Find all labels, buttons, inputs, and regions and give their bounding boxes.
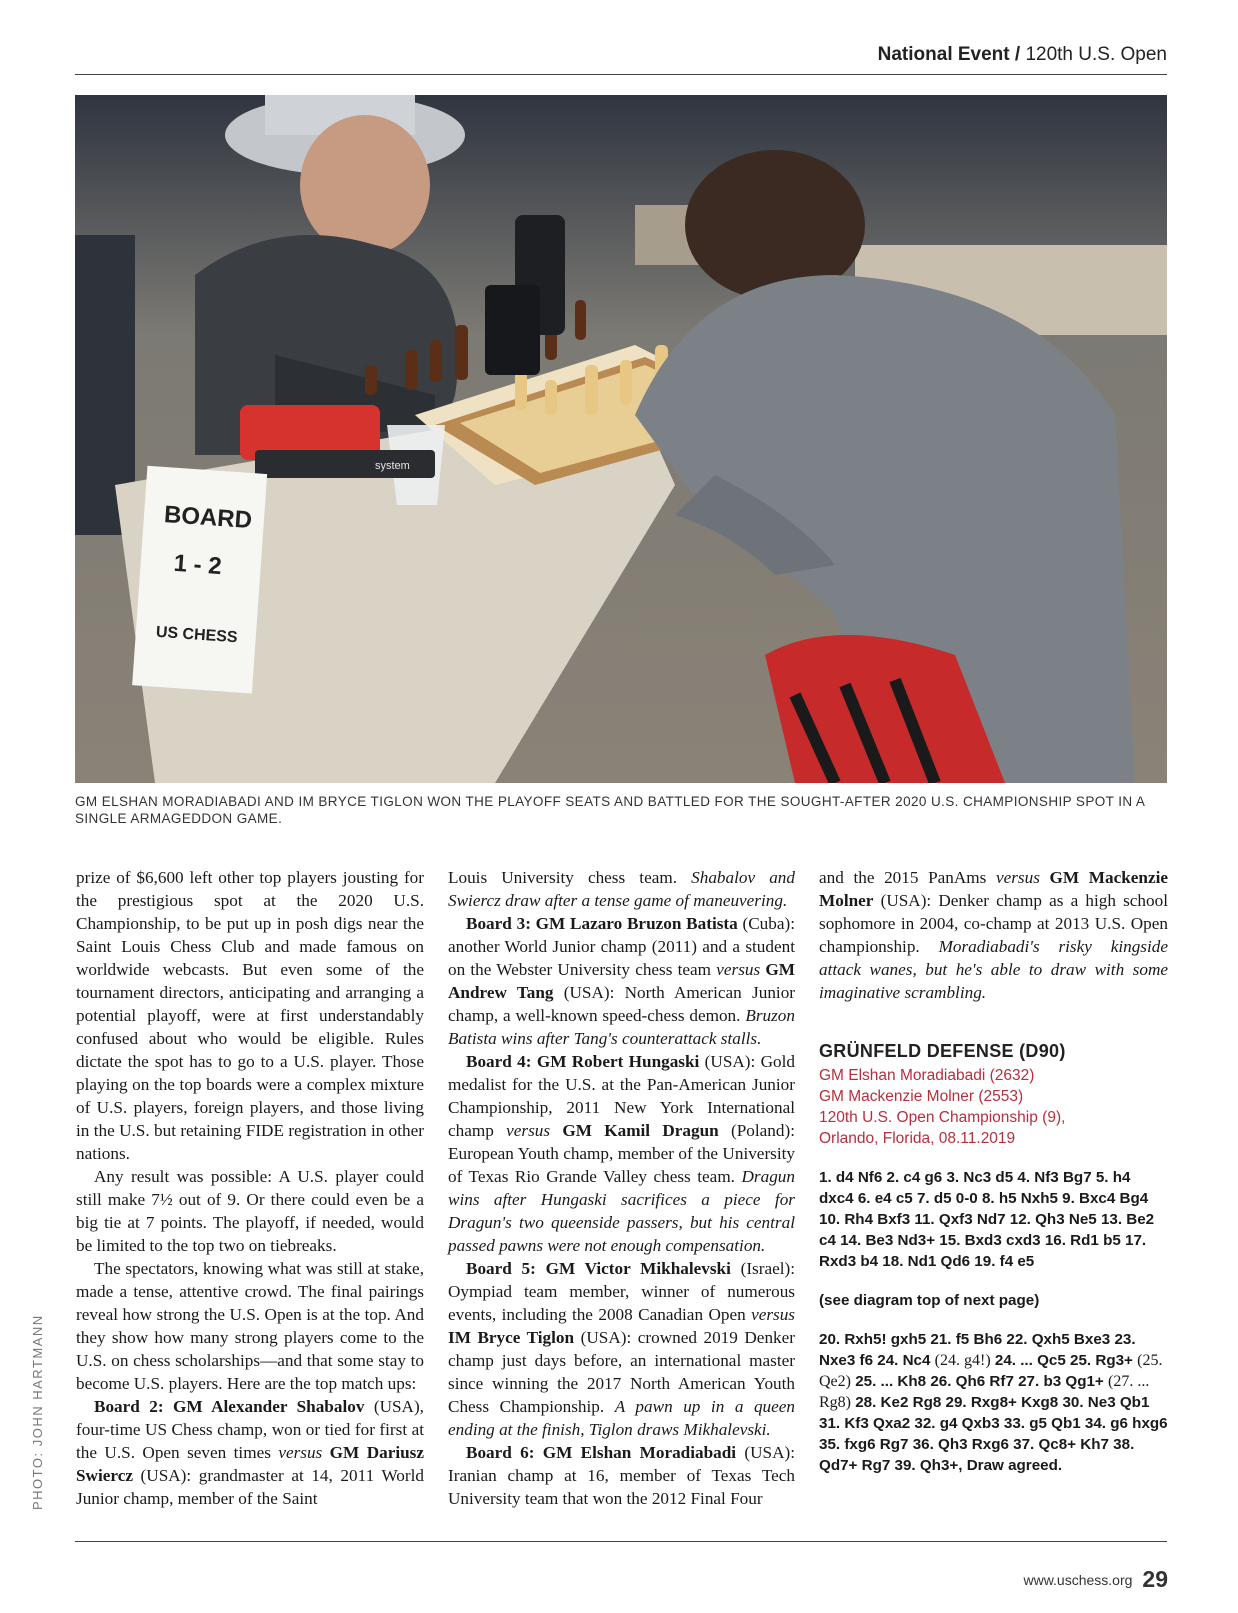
text-run-italic: versus [751, 1305, 795, 1324]
player-name: Board 5: GM Victor Mikhalevski [466, 1259, 731, 1278]
variation: (24. g4!) [934, 1352, 991, 1369]
running-header [75, 44, 1167, 66]
board-sign-line1: BOARD [163, 501, 253, 535]
game-white-player: GM Elshan Moradiabadi (2632) [819, 1067, 1035, 1084]
board-sign [132, 466, 267, 694]
game-moves-1: 1. d4 Nf6 2. c4 g6 3. Nc3 d5 4. Nf3 Bg7 5. h4 dxc4 6. e4 c5 7. d5 0-0 8. h5 Nxh5 9. Bxc4 Bg4 10. Rh4 Bxf3 11. Qxf3 Nd7 12. Qh3 Ne5 13. Be2 c4 14. Be3 Nd3+ 15. Bxd3 cxd3 16. Rd1 b5 17. Rxd3 b4 18. Nd1 Qd6 19. f4 e5 [819, 1169, 1155, 1270]
text-run: (USA): crowned 2019 Denker champ just days before, an international master since winning the 2017 North American Youth Chess Championship. [448, 1328, 795, 1416]
column-2 [448, 866, 795, 1510]
text-run: (USA): Denker champ as a high school sophomore in 2004, co-champ at 2013 U.S. Open championship. [819, 891, 1168, 956]
paragraph: The spectators, knowing what was still at stake, made a tense, attentive crowd. The final pairings reveal how strong the U.S. Open is at the top. And they show how many strong players come to the U.S. on chess scholarships—and that some stay to become U.S. players. Here are the top match ups: [76, 1259, 424, 1393]
game-moves-2 [819, 1329, 1168, 1476]
moves-run: 25. ... Kh8 26. Qh6 Rf7 27. b3 Qg1+ [850, 1373, 1109, 1390]
text-run-italic: Bruzon Batista wins after Tang's counterattack stalls. [448, 1006, 795, 1048]
player-name: Board 4: GM Robert Hungaski [466, 1052, 700, 1071]
moves-run: 20. Rxh5! gxh5 21. f5 Bh6 22. Qxh5 Bxe3 23. Nxe3 f6 24. Nc4 [819, 1331, 1136, 1369]
text-run: (Cuba): another World Junior champ (2011) and a student on the Webster University chess team [448, 914, 795, 979]
moves-run: 28. Ke2 Rg8 29. Rxg8+ Kxg8 30. Ne3 Qb1 31. Kf3 Qxa2 32. g4 Qxb3 33. g5 Qb1 34. g6 hxg6 35. fxg6 Rg7 36. Qh3 Rxg6 37. Qc8+ Kh7 38. Qd7+ Rg7 39. Qh3+, Draw agreed. [819, 1394, 1168, 1474]
text-run: (USA): Iranian champ at 16, member of Texas Tech University team that won the 2012 Final Four [448, 1443, 795, 1508]
paragraph-board-2 [76, 1395, 424, 1510]
photo-caption: GM ELSHAN MORADIABADI AND IM BRYCE TIGLON WON THE PLAYOFF SEATS AND BATTLED FOR THE SOUGHT-AFTER 2020 U.S. CHAMPIONSHIP SPOT IN A SINGLE ARMAGEDDON GAME. [75, 794, 1145, 826]
variation: (25. Qe2) [819, 1352, 1163, 1390]
text-run: (USA): grandmaster at 14, 2011 World Junior champ, member of the Saint [76, 1466, 424, 1508]
game-heading: GRÜNFELD DEFENSE (D90) [819, 1041, 1066, 1061]
text-run: Louis University chess team. [448, 868, 692, 887]
text-run-italic: versus [995, 868, 1040, 887]
player-name: GM Mackenzie Molner [819, 868, 1168, 910]
paragraph-board-6 [448, 1441, 795, 1510]
diagram-note: (see diagram top of next page) [819, 1292, 1040, 1309]
text-run: (Poland): European Youth champ, member of the University of Texas Rio Grande Valley chess team. [448, 1121, 795, 1186]
text-run-italic: Dragun wins after Hungaski sacrifices a piece for Dragun's two queenside passers, but his central passed pawns were not enough compensation. [448, 1167, 795, 1255]
text-run-italic: versus [506, 1121, 551, 1140]
paragraph [819, 866, 1168, 1004]
game-place-date: Orlando, Florida, 08.11.2019 [819, 1130, 1016, 1147]
text-run: and the 2015 PanAms [819, 868, 996, 887]
player-name: Board 2: GM Alexander Shabalov [94, 1397, 365, 1416]
paragraph: Any result was possible: A U.S. player could still make 7½ out of 9. Or there could even be a big tie at 7 points. The playoff, if needed, would be limited to the top two on tiebreaks. [76, 1167, 424, 1255]
text-run: (USA), four-time US Chess champ, won or tied for first at the U.S. Open seven times [76, 1397, 424, 1462]
paragraph-board-5 [448, 1257, 795, 1441]
player-name: GM Kamil Dragun [550, 1121, 719, 1140]
text-run-italic: A pawn up in a queen ending at the finish, Tiglon draws Mikhalevski. [448, 1397, 796, 1439]
column-1 [76, 866, 424, 1510]
variation: (27. ... Rg8) [819, 1373, 1150, 1411]
text-run-italic: Shabalov and Swiercz draw after a tense game of maneuvering. [448, 868, 795, 910]
player-name: GM Andrew Tang [448, 960, 795, 1002]
paragraph-board-3 [448, 912, 795, 1050]
player-name: Board 6: GM Elshan Moradiabadi [466, 1443, 737, 1462]
photo-illustration [75, 95, 1167, 783]
game-black-player: GM Mackenzie Molner (2553) [819, 1088, 1024, 1105]
event-label: 120th U.S. Open [1020, 44, 1167, 65]
page-number: 29 [1142, 1566, 1168, 1592]
paragraph [448, 866, 795, 912]
paragraph-board-4 [448, 1050, 795, 1257]
footer [1023, 1566, 1168, 1593]
player-name: Board 3: GM Lazaro Bruzon Batista [466, 914, 738, 933]
board-sign-line2: 1 - 2 [172, 549, 223, 581]
text-run: (USA): North American Junior champ, a well-known speed-chess demon. [448, 983, 796, 1025]
header-rule [75, 74, 1167, 75]
text-run: (USA): Gold medalist for the U.S. at the Pan-American Junior Championship, 2011 New York International champ [448, 1052, 795, 1140]
paragraph: prize of $6,600 left other top players jousting for the prestigious spot at the 2020 U.S. Championship, to be put up in posh digs near the Saint Louis Chess Club and made famous on worldwide webcasts. But even some of the tournament directors, anticipating and arranging a potential playoff, were at first understandably confused about who would be eligible. Rules dictate the spot has to go to a U.S. player. Those playing on the top boards were a complex mixture of U.S. players, foreign players, and those living in the U.S. but retaining FIDE registration in other nations. [76, 868, 424, 1163]
column-3 [819, 866, 1168, 1476]
game-event: 120th U.S. Open Championship (9), [819, 1109, 1066, 1126]
moves-run: 24. ... Qc5 25. Rg3+ [990, 1352, 1138, 1369]
footer-rule [75, 1541, 1167, 1542]
footer-url[interactable]: www.uschess.org [1023, 1572, 1133, 1588]
player-name: GM Dariusz Swiercz [76, 1443, 424, 1485]
text-run: (Israel): Oympiad team member, winner of numerous events, including the 2008 Canadian Open [448, 1259, 795, 1324]
player-name: IM Bryce Tiglon [448, 1328, 575, 1347]
board-sign-logo: US CHESS [155, 623, 239, 647]
section-label: National Event / [877, 44, 1021, 65]
text-run-italic: versus [278, 1443, 323, 1462]
photo-credit: PHOTO: JOHN HARTMANN [30, 1314, 45, 1510]
photo [75, 95, 1167, 783]
clock-brand: system [375, 460, 410, 472]
text-run-italic: Moradiabadi's risky kingside attack wanes, but he's able to draw with some imaginative scrambling. [819, 937, 1168, 1002]
text-run-italic: versus [716, 960, 761, 979]
